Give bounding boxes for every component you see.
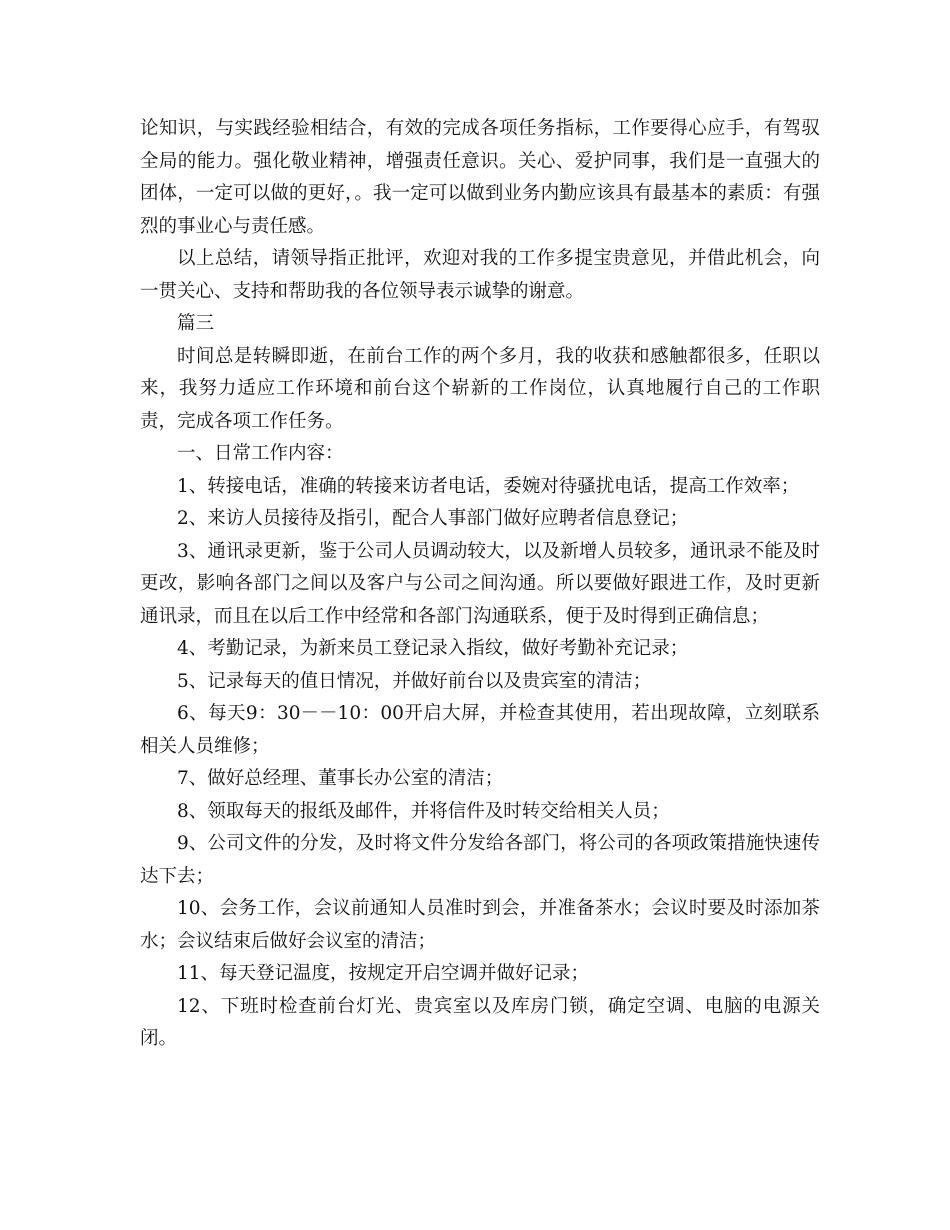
list-item: 7、做好总经理、董事长办公室的清洁； (177, 768, 504, 789)
paragraph-intro: 论知识，与实践经验相结合，有效的完成各项任务指标，工作要得心应手，有驾驭全局的能力。强化敬业精神，增强责任意识。关心、爱护同事，我们是一直强大的团体，一定可以做的更好，。我一定可以做到业务内勤应该具有最基本的素质：有强烈的事业心与责任感。 (140, 118, 820, 237)
list-item: 10、会务工作，会议前通知人员准时到会，并准备茶水；会议时要及时添加茶水；会议结束后做好会议室的清洁； (140, 898, 820, 952)
paragraph-closing: 以上总结，请领导指正批评，欢迎对我的工作多提宝贵意见，并借此机会，向一贯关心、支持和帮助我的各位领导表示诚挚的谢意。 (140, 248, 820, 302)
list-item: 5、记录每天的值日情况，并做好前台以及贵宾室的清洁； (177, 670, 652, 692)
document-page (140, 113, 820, 1056)
list-item: 4、考勤记录，为新来员工登记录入指纹，做好考勤补充记录； (177, 638, 689, 659)
list-item: 1、转接电话，准确的转接来访者电话，委婉对待骚扰电话，提高工作效率； (177, 475, 800, 497)
paragraph-opening: 时间总是转瞬即逝，在前台工作的两个多月，我的收获和感触都很多，任职以来，我努力适应工作环境和前台这个崭新的工作岗位，认真地履行自己的工作职责，完成各项工作任务。 (140, 345, 820, 432)
list-item: 12、下班时检查前台灯光、贵宾室以及库房门锁，确定空调、电脑的电源关闭。 (140, 995, 820, 1049)
list-item: 11、每天登记温度，按规定开启空调并做好记录； (177, 963, 590, 984)
list-item: 3、通讯录更新，鉴于公司人员调动较大，以及新增人员较多，通讯录不能及时更改，影响各部门之间以及客户与公司之间沟通。所以要做好跟进工作，及时更新通讯录，而且在以后工作中经常和各部门沟通联系，便于及时得到正确信息； (140, 540, 820, 627)
list-item: 6、每天9：30－－10：00开启大屏，并检查其使用，若出现故障，立刻联系相关人员维修； (140, 703, 820, 757)
section-heading: 篇三 (177, 313, 215, 334)
subsection-heading: 一、日常工作内容： (177, 443, 344, 464)
list-item: 8、领取每天的报纸及邮件，并将信件及时转交给相关人员； (177, 800, 670, 822)
list-item: 2、来访人员接待及指引，配合人事部门做好应聘者信息登记； (177, 508, 689, 529)
list-item: 9、公司文件的分发，及时将文件分发给各部门，将公司的各项政策措施快速传达下去； (140, 833, 820, 887)
